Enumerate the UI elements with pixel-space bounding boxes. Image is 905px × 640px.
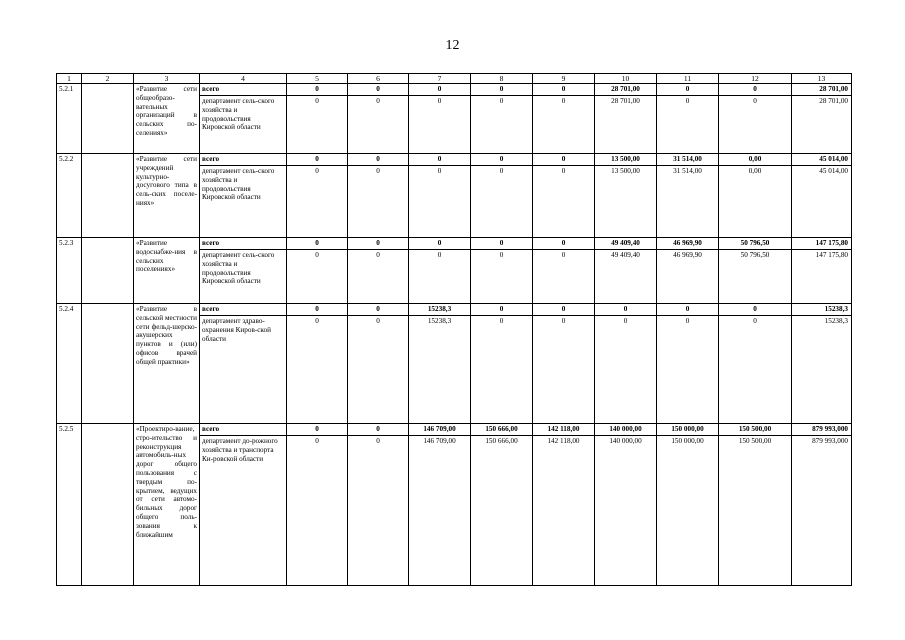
empty-cell — [82, 424, 134, 586]
department-value-cell: 142 118,00 — [533, 436, 595, 586]
total-label: всего — [200, 84, 287, 96]
total-value-cell: 45 014,00 — [792, 154, 852, 166]
department-value-cell: 0,00 — [719, 166, 792, 238]
department-name: департамент сель-ского хозяйства и продовольствия Кировской области — [200, 166, 287, 238]
department-value-cell: 45 014,00 — [792, 166, 852, 238]
total-value-cell: 13 500,00 — [595, 154, 657, 166]
total-value-cell: 0 — [348, 154, 409, 166]
total-value-cell: 49 409,40 — [595, 238, 657, 250]
total-value-cell: 0 — [595, 304, 657, 316]
total-value-cell: 0 — [533, 154, 595, 166]
department-value-cell: 150 666,00 — [471, 436, 533, 586]
empty-cell — [82, 154, 134, 238]
row-index: 5.2.2 — [57, 154, 82, 238]
total-label: всего — [200, 238, 287, 250]
column-header: 11 — [657, 74, 719, 84]
department-value-cell: 0 — [657, 316, 719, 424]
department-value-cell: 150 000,00 — [657, 436, 719, 586]
column-header: 6 — [348, 74, 409, 84]
column-header: 7 — [409, 74, 471, 84]
department-value-cell: 0 — [287, 436, 348, 586]
total-label: всего — [200, 424, 287, 436]
total-value-cell: 879 993,000 — [792, 424, 852, 436]
empty-cell — [82, 304, 134, 424]
total-value-cell: 146 709,00 — [409, 424, 471, 436]
department-value-cell: 15238,3 — [792, 316, 852, 424]
empty-cell — [82, 84, 134, 154]
column-header: 4 — [200, 74, 287, 84]
department-value-cell: 0 — [287, 250, 348, 304]
column-header: 9 — [533, 74, 595, 84]
total-value-cell: 0 — [348, 424, 409, 436]
total-label: всего — [200, 154, 287, 166]
department-value-cell: 0 — [409, 250, 471, 304]
measure-description: «Развитие водоснабже-ния в сельских поселениях» — [134, 238, 200, 304]
total-value-cell: 0 — [287, 424, 348, 436]
department-value-cell: 140 000,00 — [595, 436, 657, 586]
total-value-cell: 0 — [348, 84, 409, 96]
total-value-cell: 0,00 — [719, 154, 792, 166]
total-value-cell: 15238,3 — [792, 304, 852, 316]
department-value-cell: 0 — [471, 250, 533, 304]
total-value-cell: 0 — [471, 154, 533, 166]
total-value-cell: 15238,3 — [409, 304, 471, 316]
total-value-cell: 0 — [471, 238, 533, 250]
department-value-cell: 50 796,50 — [719, 250, 792, 304]
total-value-cell: 0 — [287, 84, 348, 96]
row-index: 5.2.4 — [57, 304, 82, 424]
department-value-cell: 150 500,00 — [719, 436, 792, 586]
total-value-cell: 150 500,00 — [719, 424, 792, 436]
total-value-cell: 0 — [287, 304, 348, 316]
measure-description: «Развитие сети учреждений культурно-досугового типа в сель-ских поселе-ниях» — [134, 154, 200, 238]
table-header-row — [57, 74, 852, 84]
department-value-cell: 0 — [348, 166, 409, 238]
department-value-cell: 0 — [471, 316, 533, 424]
table-row — [57, 84, 852, 96]
total-value-cell: 0 — [533, 238, 595, 250]
column-header: 2 — [82, 74, 134, 84]
total-value-cell: 31 514,00 — [657, 154, 719, 166]
department-value-cell: 0 — [533, 166, 595, 238]
department-value-cell: 0 — [533, 316, 595, 424]
total-value-cell: 0 — [719, 304, 792, 316]
department-value-cell: 0 — [348, 250, 409, 304]
department-value-cell: 0 — [287, 96, 348, 154]
measure-description: «Развитие сети общеобразо-вательных организаций в сельских по-селениях» — [134, 84, 200, 154]
column-header: 8 — [471, 74, 533, 84]
total-value-cell: 150 666,00 — [471, 424, 533, 436]
total-value-cell: 0 — [657, 84, 719, 96]
column-header: 10 — [595, 74, 657, 84]
total-value-cell: 140 000,00 — [595, 424, 657, 436]
total-value-cell: 0 — [719, 84, 792, 96]
department-value-cell: 0 — [348, 436, 409, 586]
department-value-cell: 31 514,00 — [657, 166, 719, 238]
department-value-cell: 0 — [287, 316, 348, 424]
total-value-cell: 50 796,50 — [719, 238, 792, 250]
total-value-cell: 0 — [471, 304, 533, 316]
total-value-cell: 0 — [409, 238, 471, 250]
department-value-cell: 28 701,00 — [595, 96, 657, 154]
department-value-cell: 15238,3 — [409, 316, 471, 424]
total-value-cell: 0 — [533, 84, 595, 96]
page-number: 12 — [445, 38, 460, 53]
department-value-cell: 0 — [719, 96, 792, 154]
total-value-cell: 0 — [409, 154, 471, 166]
empty-cell — [82, 238, 134, 304]
department-value-cell: 146 709,00 — [409, 436, 471, 586]
department-value-cell: 13 500,00 — [595, 166, 657, 238]
department-value-cell: 0 — [287, 166, 348, 238]
table-row — [57, 424, 852, 436]
measure-description: «Развитие в сельской местности сети фельд-шерско-акушерских пунктов и (или) офисов врачей общей практики» — [134, 304, 200, 424]
budget-table — [56, 73, 852, 586]
department-value-cell: 0 — [409, 166, 471, 238]
department-value-cell: 0 — [595, 316, 657, 424]
department-value-cell: 0 — [348, 96, 409, 154]
department-value-cell: 0 — [348, 316, 409, 424]
department-value-cell: 147 175,80 — [792, 250, 852, 304]
department-value-cell: 879 993,000 — [792, 436, 852, 586]
department-name: департамент до-рожного хозяйства и транспорта Ки-ровской области — [200, 436, 287, 586]
department-name: департамент здраво-охранения Киров-ской области — [200, 316, 287, 424]
column-header: 5 — [287, 74, 348, 84]
column-header: 12 — [719, 74, 792, 84]
total-value-cell: 0 — [471, 84, 533, 96]
department-value-cell: 49 409,40 — [595, 250, 657, 304]
department-value-cell: 0 — [409, 96, 471, 154]
department-value-cell: 28 701,00 — [792, 96, 852, 154]
table-row — [57, 154, 852, 166]
department-value-cell: 46 969,90 — [657, 250, 719, 304]
total-value-cell: 46 969,90 — [657, 238, 719, 250]
row-index: 5.2.3 — [57, 238, 82, 304]
total-value-cell: 0 — [657, 304, 719, 316]
department-value-cell: 0 — [533, 96, 595, 154]
department-value-cell: 0 — [471, 166, 533, 238]
table-row — [57, 304, 852, 316]
department-name: департамент сель-ского хозяйства и продовольствия Кировской области — [200, 250, 287, 304]
department-value-cell: 0 — [657, 96, 719, 154]
total-value-cell: 0 — [287, 154, 348, 166]
row-index: 5.2.5 — [57, 424, 82, 586]
column-header: 3 — [134, 74, 200, 84]
table-row — [57, 238, 852, 250]
department-name: департамент сель-ского хозяйства и продовольствия Кировской области — [200, 96, 287, 154]
department-value-cell: 0 — [471, 96, 533, 154]
total-value-cell: 150 000,00 — [657, 424, 719, 436]
total-value-cell: 0 — [409, 84, 471, 96]
column-header: 1 — [57, 74, 82, 84]
total-value-cell: 28 701,00 — [792, 84, 852, 96]
total-label: всего — [200, 304, 287, 316]
measure-description: «Проектиро-вание, стро-ительство и реконструкция автомобиль-ных дорог общего пользования с твердым по-крытием, ведущих от сети автомо-бильных дорог общего поль-зования к ближайшим — [134, 424, 200, 586]
column-header: 13 — [792, 74, 852, 84]
total-value-cell: 0 — [533, 304, 595, 316]
total-value-cell: 147 175,80 — [792, 238, 852, 250]
total-value-cell: 0 — [287, 238, 348, 250]
row-index: 5.2.1 — [57, 84, 82, 154]
department-value-cell: 0 — [533, 250, 595, 304]
total-value-cell: 0 — [348, 304, 409, 316]
total-value-cell: 142 118,00 — [533, 424, 595, 436]
total-value-cell: 28 701,00 — [595, 84, 657, 96]
department-value-cell: 0 — [719, 316, 792, 424]
total-value-cell: 0 — [348, 238, 409, 250]
